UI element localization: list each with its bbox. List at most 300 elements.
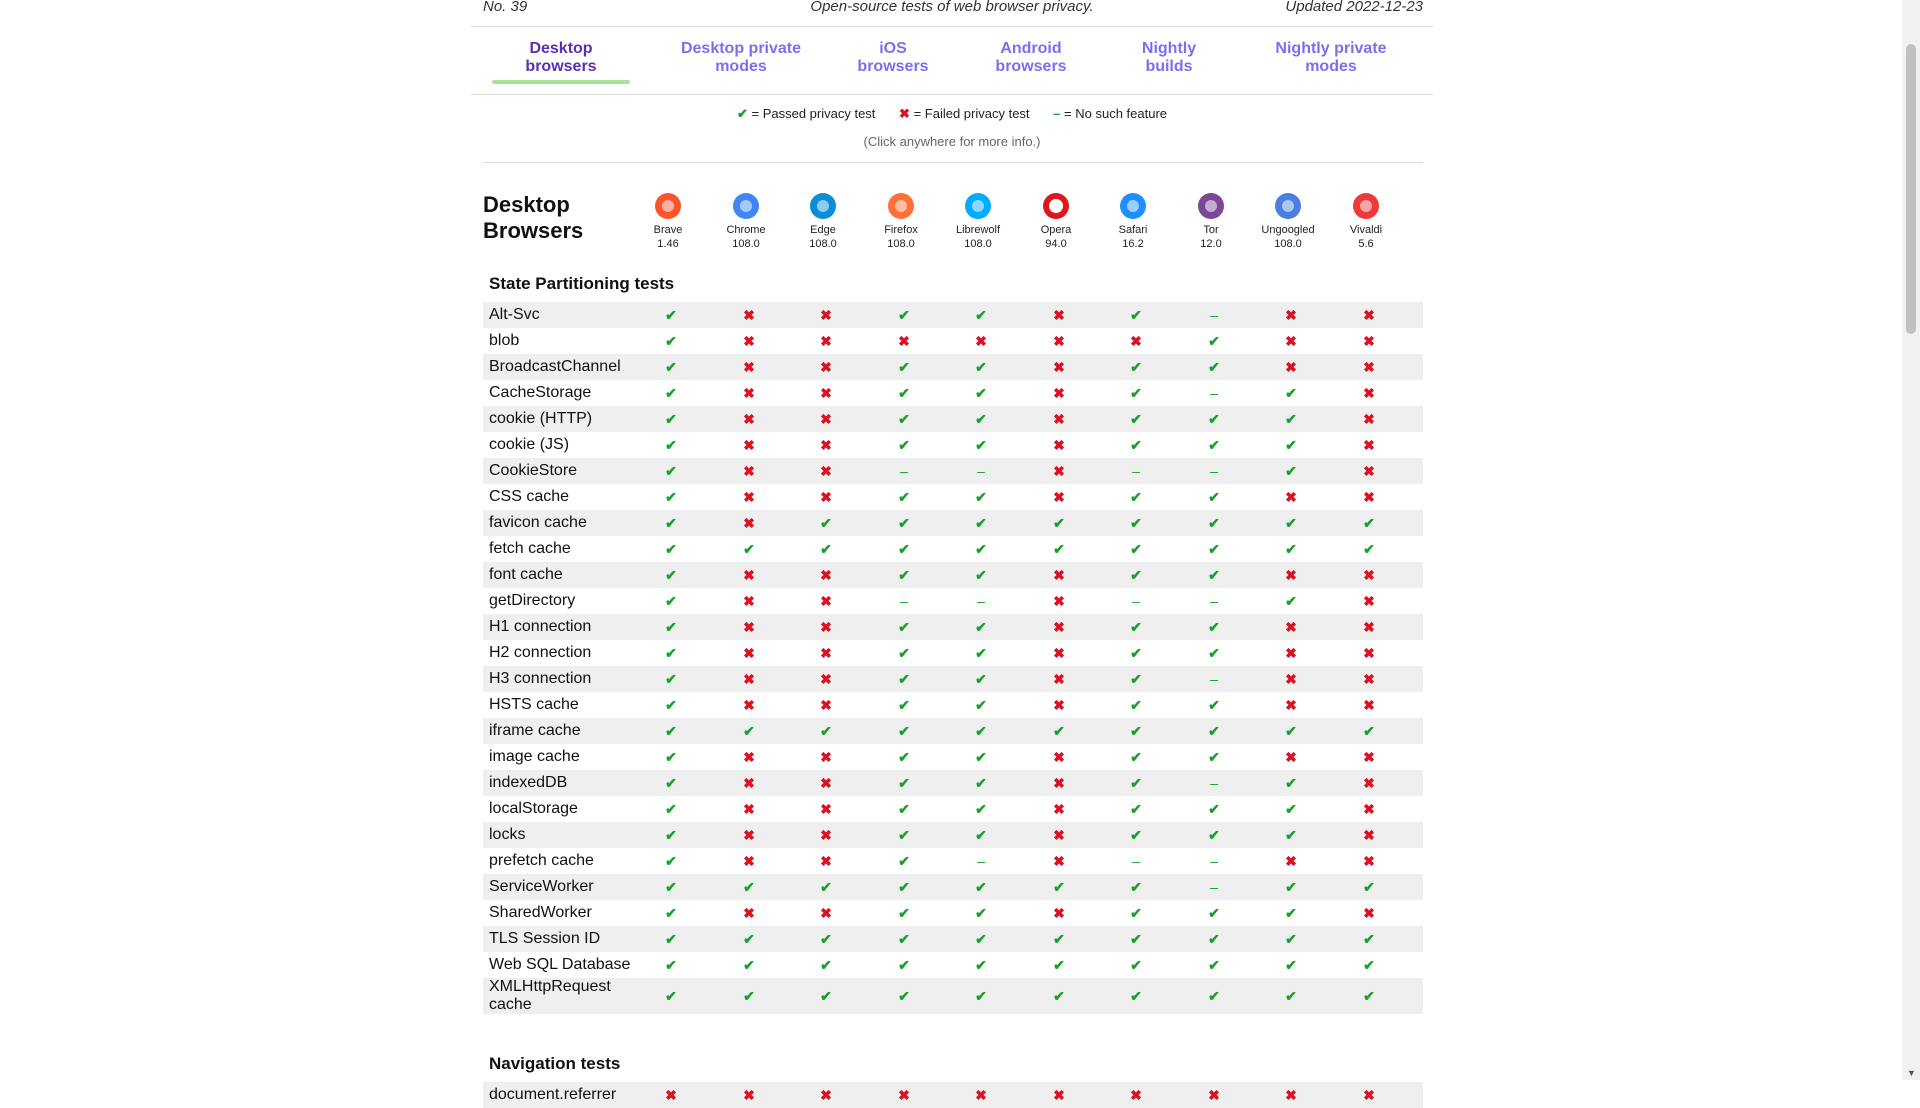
table-row[interactable] [483, 1082, 1423, 1108]
dash-icon[interactable]: – [1210, 385, 1218, 401]
dash-icon[interactable]: – [1210, 463, 1218, 479]
table-row[interactable] [483, 770, 1423, 796]
check-icon[interactable]: ✔ [1208, 931, 1220, 947]
cross-icon[interactable]: ✖ [743, 385, 755, 401]
table-row[interactable] [483, 458, 1423, 484]
cross-icon[interactable]: ✖ [1363, 671, 1375, 687]
cross-icon[interactable]: ✖ [743, 411, 755, 427]
cross-icon[interactable]: ✖ [1053, 619, 1065, 635]
cross-icon[interactable]: ✖ [1363, 333, 1375, 349]
cross-icon[interactable]: ✖ [975, 1087, 987, 1103]
cross-icon[interactable]: ✖ [743, 905, 755, 921]
cross-icon[interactable]: ✖ [1130, 1087, 1142, 1103]
cross-icon[interactable]: ✖ [820, 567, 832, 583]
table-row[interactable] [483, 380, 1423, 406]
check-icon[interactable]: ✔ [1053, 879, 1065, 895]
check-icon[interactable]: ✔ [1208, 697, 1220, 713]
check-icon[interactable]: ✔ [975, 988, 987, 1004]
check-icon[interactable]: ✔ [1208, 359, 1220, 375]
check-icon[interactable]: ✔ [665, 593, 677, 609]
cross-icon[interactable]: ✖ [743, 827, 755, 843]
check-icon[interactable]: ✔ [1053, 515, 1065, 531]
cross-icon[interactable]: ✖ [820, 619, 832, 635]
table-row[interactable] [483, 692, 1423, 718]
cross-icon[interactable]: ✖ [1053, 411, 1065, 427]
table-row[interactable] [483, 822, 1423, 848]
check-icon[interactable]: ✔ [1053, 723, 1065, 739]
check-icon[interactable]: ✔ [975, 723, 987, 739]
check-icon[interactable]: ✔ [665, 437, 677, 453]
cross-icon[interactable]: ✖ [1363, 437, 1375, 453]
check-icon[interactable]: ✔ [1285, 905, 1297, 921]
check-icon[interactable]: ✔ [898, 905, 910, 921]
check-icon[interactable]: ✔ [665, 541, 677, 557]
check-icon[interactable]: ✔ [898, 645, 910, 661]
check-icon[interactable]: ✔ [1208, 437, 1220, 453]
check-icon[interactable]: ✔ [820, 931, 832, 947]
table-row[interactable] [483, 484, 1423, 510]
tab-nightly-builds[interactable]: Nightly builds [1141, 40, 1197, 75]
cross-icon[interactable]: ✖ [898, 333, 910, 349]
browser-firefox[interactable] [866, 192, 936, 251]
browser-edge[interactable] [788, 192, 858, 251]
check-icon[interactable]: ✔ [1208, 957, 1220, 973]
check-icon[interactable]: ✔ [1285, 988, 1297, 1004]
cross-icon[interactable]: ✖ [1285, 307, 1297, 323]
cross-icon[interactable]: ✖ [1363, 567, 1375, 583]
dash-icon[interactable]: – [977, 593, 985, 609]
check-icon[interactable]: ✔ [665, 931, 677, 947]
table-row[interactable] [483, 302, 1423, 328]
check-icon[interactable]: ✔ [665, 489, 677, 505]
browser-opera[interactable] [1021, 192, 1091, 251]
cross-icon[interactable]: ✖ [820, 645, 832, 661]
cross-icon[interactable]: ✖ [1285, 333, 1297, 349]
cross-icon[interactable]: ✖ [743, 1087, 755, 1103]
cross-icon[interactable]: ✖ [1363, 463, 1375, 479]
cross-icon[interactable]: ✖ [1053, 801, 1065, 817]
table-row[interactable] [483, 796, 1423, 822]
check-icon[interactable]: ✔ [1130, 879, 1142, 895]
check-icon[interactable]: ✔ [1208, 541, 1220, 557]
check-icon[interactable]: ✔ [898, 879, 910, 895]
cross-icon[interactable]: ✖ [1363, 801, 1375, 817]
check-icon[interactable]: ✔ [975, 749, 987, 765]
check-icon[interactable]: ✔ [975, 515, 987, 531]
check-icon[interactable]: ✔ [1285, 827, 1297, 843]
check-icon[interactable]: ✔ [665, 988, 677, 1004]
check-icon[interactable]: ✔ [975, 957, 987, 973]
cross-icon[interactable]: ✖ [1053, 697, 1065, 713]
cross-icon[interactable]: ✖ [743, 333, 755, 349]
cross-icon[interactable]: ✖ [1053, 437, 1065, 453]
cross-icon[interactable]: ✖ [1053, 671, 1065, 687]
cross-icon[interactable]: ✖ [898, 1087, 910, 1103]
check-icon[interactable]: ✔ [975, 827, 987, 843]
dash-icon[interactable]: – [1132, 853, 1140, 869]
cross-icon[interactable]: ✖ [1053, 593, 1065, 609]
check-icon[interactable]: ✔ [975, 489, 987, 505]
cross-icon[interactable]: ✖ [820, 697, 832, 713]
table-row[interactable] [483, 562, 1423, 588]
check-icon[interactable]: ✔ [1130, 541, 1142, 557]
check-icon[interactable]: ✔ [975, 905, 987, 921]
table-row[interactable] [483, 744, 1423, 770]
check-icon[interactable]: ✔ [898, 723, 910, 739]
cross-icon[interactable]: ✖ [1363, 619, 1375, 635]
check-icon[interactable]: ✔ [975, 619, 987, 635]
check-icon[interactable]: ✔ [1130, 671, 1142, 687]
table-row[interactable] [483, 874, 1423, 900]
dash-icon[interactable]: – [977, 853, 985, 869]
check-icon[interactable]: ✔ [665, 463, 677, 479]
check-icon[interactable]: ✔ [975, 437, 987, 453]
check-icon[interactable]: ✔ [1130, 385, 1142, 401]
cross-icon[interactable]: ✖ [1363, 775, 1375, 791]
check-icon[interactable]: ✔ [1130, 489, 1142, 505]
cross-icon[interactable]: ✖ [1363, 905, 1375, 921]
check-icon[interactable]: ✔ [1285, 957, 1297, 973]
check-icon[interactable]: ✔ [665, 957, 677, 973]
check-icon[interactable]: ✔ [743, 541, 755, 557]
check-icon[interactable]: ✔ [743, 723, 755, 739]
dash-icon[interactable]: – [1210, 671, 1218, 687]
check-icon[interactable]: ✔ [975, 385, 987, 401]
check-icon[interactable]: ✔ [898, 827, 910, 843]
check-icon[interactable]: ✔ [1130, 645, 1142, 661]
check-icon[interactable]: ✔ [1130, 697, 1142, 713]
check-icon[interactable]: ✔ [665, 879, 677, 895]
cross-icon[interactable]: ✖ [743, 567, 755, 583]
cross-icon[interactable]: ✖ [1363, 1087, 1375, 1103]
check-icon[interactable]: ✔ [665, 671, 677, 687]
check-icon[interactable]: ✔ [1053, 988, 1065, 1004]
check-icon[interactable]: ✔ [665, 853, 677, 869]
check-icon[interactable]: ✔ [1130, 307, 1142, 323]
cross-icon[interactable]: ✖ [820, 359, 832, 375]
cross-icon[interactable]: ✖ [743, 307, 755, 323]
check-icon[interactable]: ✔ [665, 619, 677, 635]
check-icon[interactable]: ✔ [665, 697, 677, 713]
cross-icon[interactable]: ✖ [1363, 749, 1375, 765]
browser-chrome[interactable] [711, 192, 781, 251]
cross-icon[interactable]: ✖ [1053, 1087, 1065, 1103]
cross-icon[interactable]: ✖ [820, 593, 832, 609]
cross-icon[interactable]: ✖ [743, 801, 755, 817]
check-icon[interactable]: ✔ [898, 931, 910, 947]
check-icon[interactable]: ✔ [898, 307, 910, 323]
check-icon[interactable]: ✔ [1208, 723, 1220, 739]
check-icon[interactable]: ✔ [1208, 619, 1220, 635]
cross-icon[interactable]: ✖ [1053, 463, 1065, 479]
cross-icon[interactable]: ✖ [1130, 333, 1142, 349]
browser-vivaldi[interactable] [1331, 192, 1401, 251]
check-icon[interactable]: ✔ [898, 957, 910, 973]
check-icon[interactable]: ✔ [1208, 645, 1220, 661]
check-icon[interactable]: ✔ [1208, 411, 1220, 427]
check-icon[interactable]: ✔ [898, 801, 910, 817]
check-icon[interactable]: ✔ [1363, 515, 1375, 531]
cross-icon[interactable]: ✖ [820, 671, 832, 687]
cross-icon[interactable]: ✖ [1363, 645, 1375, 661]
check-icon[interactable]: ✔ [1363, 931, 1375, 947]
cross-icon[interactable]: ✖ [743, 515, 755, 531]
check-icon[interactable]: ✔ [1208, 905, 1220, 921]
check-icon[interactable]: ✔ [1208, 567, 1220, 583]
browser-ungoogled[interactable] [1253, 192, 1323, 251]
more-info-hint[interactable]: (Click anywhere for more info.) [863, 134, 1041, 149]
check-icon[interactable]: ✔ [898, 567, 910, 583]
cross-icon[interactable]: ✖ [1285, 671, 1297, 687]
check-icon[interactable]: ✔ [1285, 723, 1297, 739]
check-icon[interactable]: ✔ [975, 697, 987, 713]
cross-icon[interactable]: ✖ [743, 359, 755, 375]
dash-icon[interactable]: – [900, 463, 908, 479]
cross-icon[interactable]: ✖ [1363, 359, 1375, 375]
table-row[interactable] [483, 432, 1423, 458]
table-row[interactable] [483, 614, 1423, 640]
cross-icon[interactable]: ✖ [743, 593, 755, 609]
cross-icon[interactable]: ✖ [1053, 645, 1065, 661]
check-icon[interactable]: ✔ [1130, 931, 1142, 947]
check-icon[interactable]: ✔ [1285, 879, 1297, 895]
check-icon[interactable]: ✔ [898, 853, 910, 869]
cross-icon[interactable]: ✖ [743, 437, 755, 453]
check-icon[interactable]: ✔ [820, 515, 832, 531]
check-icon[interactable]: ✔ [898, 697, 910, 713]
check-icon[interactable]: ✔ [975, 359, 987, 375]
browser-librewolf[interactable] [943, 192, 1013, 251]
check-icon[interactable]: ✔ [898, 749, 910, 765]
cross-icon[interactable]: ✖ [743, 645, 755, 661]
cross-icon[interactable]: ✖ [743, 463, 755, 479]
table-row[interactable] [483, 328, 1423, 354]
check-icon[interactable]: ✔ [975, 307, 987, 323]
check-icon[interactable]: ✔ [1285, 515, 1297, 531]
cross-icon[interactable]: ✖ [1363, 307, 1375, 323]
check-icon[interactable]: ✔ [665, 723, 677, 739]
check-icon[interactable]: ✔ [1208, 515, 1220, 531]
check-icon[interactable]: ✔ [665, 567, 677, 583]
cross-icon[interactable]: ✖ [1053, 385, 1065, 401]
check-icon[interactable]: ✔ [1053, 541, 1065, 557]
cross-icon[interactable]: ✖ [1053, 307, 1065, 323]
dash-icon[interactable]: – [1132, 463, 1140, 479]
check-icon[interactable]: ✔ [1208, 801, 1220, 817]
cross-icon[interactable]: ✖ [743, 749, 755, 765]
browser-tor[interactable] [1176, 192, 1246, 251]
cross-icon[interactable]: ✖ [743, 619, 755, 635]
table-row[interactable] [483, 900, 1423, 926]
tab-android-browsers[interactable]: Android browsers [995, 40, 1067, 75]
cross-icon[interactable]: ✖ [743, 489, 755, 505]
cross-icon[interactable]: ✖ [1363, 593, 1375, 609]
cross-icon[interactable]: ✖ [743, 853, 755, 869]
cross-icon[interactable]: ✖ [743, 697, 755, 713]
check-icon[interactable]: ✔ [665, 801, 677, 817]
check-icon[interactable]: ✔ [975, 775, 987, 791]
check-icon[interactable]: ✔ [898, 988, 910, 1004]
check-icon[interactable]: ✔ [1285, 463, 1297, 479]
table-row[interactable] [483, 354, 1423, 380]
cross-icon[interactable]: ✖ [1285, 645, 1297, 661]
dash-icon[interactable]: – [1210, 775, 1218, 791]
check-icon[interactable]: ✔ [1208, 988, 1220, 1004]
check-icon[interactable]: ✔ [898, 359, 910, 375]
check-icon[interactable]: ✔ [1130, 801, 1142, 817]
cross-icon[interactable]: ✖ [1363, 411, 1375, 427]
check-icon[interactable]: ✔ [898, 437, 910, 453]
check-icon[interactable]: ✔ [1130, 515, 1142, 531]
check-icon[interactable]: ✔ [975, 931, 987, 947]
cross-icon[interactable]: ✖ [1363, 385, 1375, 401]
table-row[interactable] [483, 406, 1423, 432]
cross-icon[interactable]: ✖ [1053, 567, 1065, 583]
check-icon[interactable]: ✔ [665, 749, 677, 765]
check-icon[interactable]: ✔ [665, 905, 677, 921]
cross-icon[interactable]: ✖ [1285, 749, 1297, 765]
scroll-down-arrow-icon[interactable]: ▼ [1907, 1068, 1916, 1078]
check-icon[interactable]: ✔ [1285, 437, 1297, 453]
check-icon[interactable]: ✔ [898, 489, 910, 505]
cross-icon[interactable]: ✖ [743, 671, 755, 687]
dash-icon[interactable]: – [900, 593, 908, 609]
check-icon[interactable]: ✔ [743, 879, 755, 895]
check-icon[interactable]: ✔ [1208, 489, 1220, 505]
table-row[interactable] [483, 978, 1423, 1014]
cross-icon[interactable]: ✖ [1208, 1087, 1220, 1103]
table-row[interactable] [483, 926, 1423, 952]
check-icon[interactable]: ✔ [975, 541, 987, 557]
check-icon[interactable]: ✔ [820, 957, 832, 973]
check-icon[interactable]: ✔ [1208, 827, 1220, 843]
cross-icon[interactable]: ✖ [743, 775, 755, 791]
check-icon[interactable]: ✔ [1130, 411, 1142, 427]
check-icon[interactable]: ✔ [665, 775, 677, 791]
check-icon[interactable]: ✔ [1130, 359, 1142, 375]
cross-icon[interactable]: ✖ [1285, 697, 1297, 713]
cross-icon[interactable]: ✖ [1285, 567, 1297, 583]
cross-icon[interactable]: ✖ [820, 853, 832, 869]
check-icon[interactable]: ✔ [743, 988, 755, 1004]
check-icon[interactable]: ✔ [975, 411, 987, 427]
dash-icon[interactable]: – [1210, 879, 1218, 895]
browser-brave[interactable] [633, 192, 703, 251]
check-icon[interactable]: ✔ [898, 411, 910, 427]
check-icon[interactable]: ✔ [1285, 593, 1297, 609]
cross-icon[interactable]: ✖ [1285, 853, 1297, 869]
cross-icon[interactable]: ✖ [1053, 827, 1065, 843]
cross-icon[interactable]: ✖ [1053, 333, 1065, 349]
check-icon[interactable]: ✔ [898, 619, 910, 635]
cross-icon[interactable]: ✖ [1053, 905, 1065, 921]
table-row[interactable] [483, 718, 1423, 744]
dash-icon[interactable]: – [977, 463, 985, 479]
cross-icon[interactable]: ✖ [1053, 775, 1065, 791]
table-row[interactable] [483, 848, 1423, 874]
cross-icon[interactable]: ✖ [820, 411, 832, 427]
check-icon[interactable]: ✔ [898, 775, 910, 791]
check-icon[interactable]: ✔ [665, 307, 677, 323]
cross-icon[interactable]: ✖ [820, 333, 832, 349]
cross-icon[interactable]: ✖ [1285, 489, 1297, 505]
cross-icon[interactable]: ✖ [1053, 749, 1065, 765]
cross-icon[interactable]: ✖ [820, 385, 832, 401]
check-icon[interactable]: ✔ [1363, 541, 1375, 557]
cross-icon[interactable]: ✖ [1363, 697, 1375, 713]
table-row[interactable] [483, 640, 1423, 666]
check-icon[interactable]: ✔ [975, 671, 987, 687]
check-icon[interactable]: ✔ [665, 359, 677, 375]
check-icon[interactable]: ✔ [665, 385, 677, 401]
check-icon[interactable]: ✔ [898, 541, 910, 557]
check-icon[interactable]: ✔ [1363, 723, 1375, 739]
check-icon[interactable]: ✔ [1130, 775, 1142, 791]
cross-icon[interactable]: ✖ [665, 1087, 677, 1103]
cross-icon[interactable]: ✖ [1285, 359, 1297, 375]
check-icon[interactable]: ✔ [1053, 931, 1065, 947]
check-icon[interactable]: ✔ [1285, 775, 1297, 791]
check-icon[interactable]: ✔ [665, 645, 677, 661]
cross-icon[interactable]: ✖ [820, 463, 832, 479]
check-icon[interactable]: ✔ [975, 879, 987, 895]
cross-icon[interactable]: ✖ [820, 905, 832, 921]
check-icon[interactable]: ✔ [898, 671, 910, 687]
table-row[interactable] [483, 952, 1423, 978]
cross-icon[interactable]: ✖ [820, 801, 832, 817]
cross-icon[interactable]: ✖ [1363, 853, 1375, 869]
check-icon[interactable]: ✔ [1130, 619, 1142, 635]
tab-desktop-private-modes[interactable]: Desktop private modes [680, 40, 802, 75]
cross-icon[interactable]: ✖ [820, 437, 832, 453]
tab-ios-browsers[interactable]: iOS browsers [857, 40, 929, 75]
check-icon[interactable]: ✔ [1208, 333, 1220, 349]
check-icon[interactable]: ✔ [975, 567, 987, 583]
cross-icon[interactable]: ✖ [820, 1087, 832, 1103]
check-icon[interactable]: ✔ [1130, 827, 1142, 843]
cross-icon[interactable]: ✖ [820, 489, 832, 505]
check-icon[interactable]: ✔ [665, 411, 677, 427]
check-icon[interactable]: ✔ [1363, 879, 1375, 895]
cross-icon[interactable]: ✖ [820, 307, 832, 323]
dash-icon[interactable]: – [1132, 593, 1140, 609]
check-icon[interactable]: ✔ [1130, 437, 1142, 453]
check-icon[interactable]: ✔ [1053, 957, 1065, 973]
tab-nightly-private-modes[interactable]: Nightly private modes [1275, 40, 1387, 75]
dash-icon[interactable]: – [1210, 593, 1218, 609]
table-row[interactable] [483, 510, 1423, 536]
table-row[interactable] [483, 536, 1423, 562]
cross-icon[interactable]: ✖ [820, 775, 832, 791]
dash-icon[interactable]: – [1210, 853, 1218, 869]
check-icon[interactable]: ✔ [1130, 988, 1142, 1004]
check-icon[interactable]: ✔ [1363, 957, 1375, 973]
check-icon[interactable]: ✔ [1130, 749, 1142, 765]
check-icon[interactable]: ✔ [898, 515, 910, 531]
tab-desktop-browsers[interactable]: Desktop browsers [525, 40, 597, 75]
check-icon[interactable]: ✔ [975, 801, 987, 817]
cross-icon[interactable]: ✖ [820, 749, 832, 765]
check-icon[interactable]: ✔ [975, 645, 987, 661]
check-icon[interactable]: ✔ [665, 333, 677, 349]
cross-icon[interactable]: ✖ [975, 333, 987, 349]
cross-icon[interactable]: ✖ [820, 827, 832, 843]
scrollbar[interactable] [1902, 0, 1920, 1080]
check-icon[interactable]: ✔ [665, 515, 677, 531]
check-icon[interactable]: ✔ [898, 385, 910, 401]
check-icon[interactable]: ✔ [743, 957, 755, 973]
check-icon[interactable]: ✔ [820, 541, 832, 557]
